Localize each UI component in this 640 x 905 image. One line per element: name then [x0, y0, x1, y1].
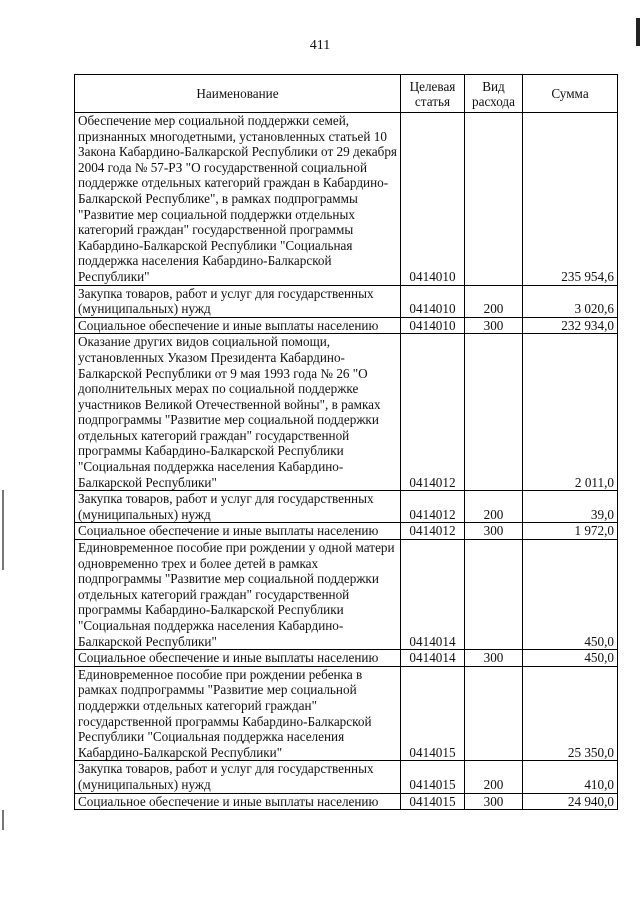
row-sum: 25 350,0: [523, 666, 618, 761]
row-type: [465, 540, 523, 650]
row-code: 0414015: [401, 761, 465, 793]
table-row: [75, 113, 618, 286]
row-type: 300: [465, 317, 523, 334]
scan-margin-mark: [2, 810, 4, 830]
row-type: [465, 666, 523, 761]
row-sum: 450,0: [523, 540, 618, 650]
row-code: 0414012: [401, 491, 465, 523]
table-row: [75, 540, 618, 650]
row-sum: 3 020,6: [523, 285, 618, 317]
row-code: 0414012: [401, 334, 465, 491]
row-code: 0414012: [401, 523, 465, 540]
header-target-article: Целевая статья: [401, 75, 465, 113]
table-row: [75, 761, 618, 793]
row-name: Социальное обеспечение и иные выплаты населению: [75, 793, 401, 810]
row-code: 0414015: [401, 666, 465, 761]
budget-table: [74, 74, 618, 810]
table-row: [75, 491, 618, 523]
row-name: Закупка товаров, работ и услуг для государственных (муниципальных) нужд: [75, 491, 401, 523]
header-sum: Сумма: [523, 75, 618, 113]
table-row: [75, 650, 618, 667]
row-code: 0414010: [401, 113, 465, 286]
row-type: 200: [465, 491, 523, 523]
row-type: [465, 113, 523, 286]
row-name: Единовременное пособие при рождении ребенка в рамках подпрограммы "Развитие мер социальной поддержки отдельных категорий граждан" государственной программы Кабардино-Балкарской Республики "Социальная поддержка населения Кабардино-Балкарской Республики": [75, 666, 401, 761]
row-sum: 39,0: [523, 491, 618, 523]
row-type: [465, 334, 523, 491]
page-number: 411: [309, 38, 331, 53]
row-type: 300: [465, 793, 523, 810]
row-type: 200: [465, 285, 523, 317]
row-name: Закупка товаров, работ и услуг для государственных (муниципальных) нужд: [75, 285, 401, 317]
table-row: [75, 317, 618, 334]
row-name: Социальное обеспечение и иные выплаты населению: [75, 523, 401, 540]
row-sum: 232 934,0: [523, 317, 618, 334]
row-code: 0414014: [401, 540, 465, 650]
table-row: [75, 334, 618, 491]
row-name: Обеспечение мер социальной поддержки семей, признанных многодетными, установленных статьей 10 Закона Кабардино-Балкарской Республики от 29 декабря 2004 года № 57-РЗ "О государственной социальной поддержке отдельных категорий граждан в Кабардино-Балкарской Республике", в рамках подпрограммы "Развитие мер социальной поддержки отдельных категорий граждан" государственной программы Кабардино-Балкарской Республики "Социальная поддержка населения Кабардино-Балкарской Республики": [75, 113, 401, 286]
table-row: [75, 666, 618, 761]
scan-margin-mark: [2, 490, 4, 570]
row-name: Социальное обеспечение и иные выплаты населению: [75, 650, 401, 667]
row-code: 0414015: [401, 793, 465, 810]
row-type: 300: [465, 650, 523, 667]
row-name: Закупка товаров, работ и услуг для государственных (муниципальных) нужд: [75, 761, 401, 793]
row-sum: 410,0: [523, 761, 618, 793]
table-row: [75, 285, 618, 317]
row-sum: 24 940,0: [523, 793, 618, 810]
table-row: [75, 793, 618, 810]
row-sum: 2 011,0: [523, 334, 618, 491]
row-type: 300: [465, 523, 523, 540]
row-code: 0414010: [401, 317, 465, 334]
row-name: Единовременное пособие при рождении у одной матери одновременно трех и более детей в рамках подпрограммы "Развитие мер социальной поддержки отдельных категорий граждан" государственной программы Кабардино-Балкарской Республики "Социальная поддержка населения Кабардино-Балкарской Республики": [75, 540, 401, 650]
table-header-row: [75, 75, 618, 113]
row-sum: 450,0: [523, 650, 618, 667]
header-expense-type: Вид расхода: [465, 75, 523, 113]
row-code: 0414014: [401, 650, 465, 667]
table-row: [75, 523, 618, 540]
row-sum: 1 972,0: [523, 523, 618, 540]
row-name: Оказание других видов социальной помощи, установленных Указом Президента Кабардино-Балкарской Республики от 9 мая 1993 года № 26 "О дополнительных мерах по социальной поддержке участников Великой Отечественной войны", в рамках подпрограммы "Развитие мер социальной поддержки отдельных категорий граждан" государственной программы Кабардино-Балкарской Республики "Социальная поддержка населения Кабардино-Балкарской Республики": [75, 334, 401, 491]
row-type: 200: [465, 761, 523, 793]
row-sum: 235 954,6: [523, 113, 618, 286]
header-name: Наименование: [75, 75, 401, 113]
row-name: Социальное обеспечение и иные выплаты населению: [75, 317, 401, 334]
row-code: 0414010: [401, 285, 465, 317]
